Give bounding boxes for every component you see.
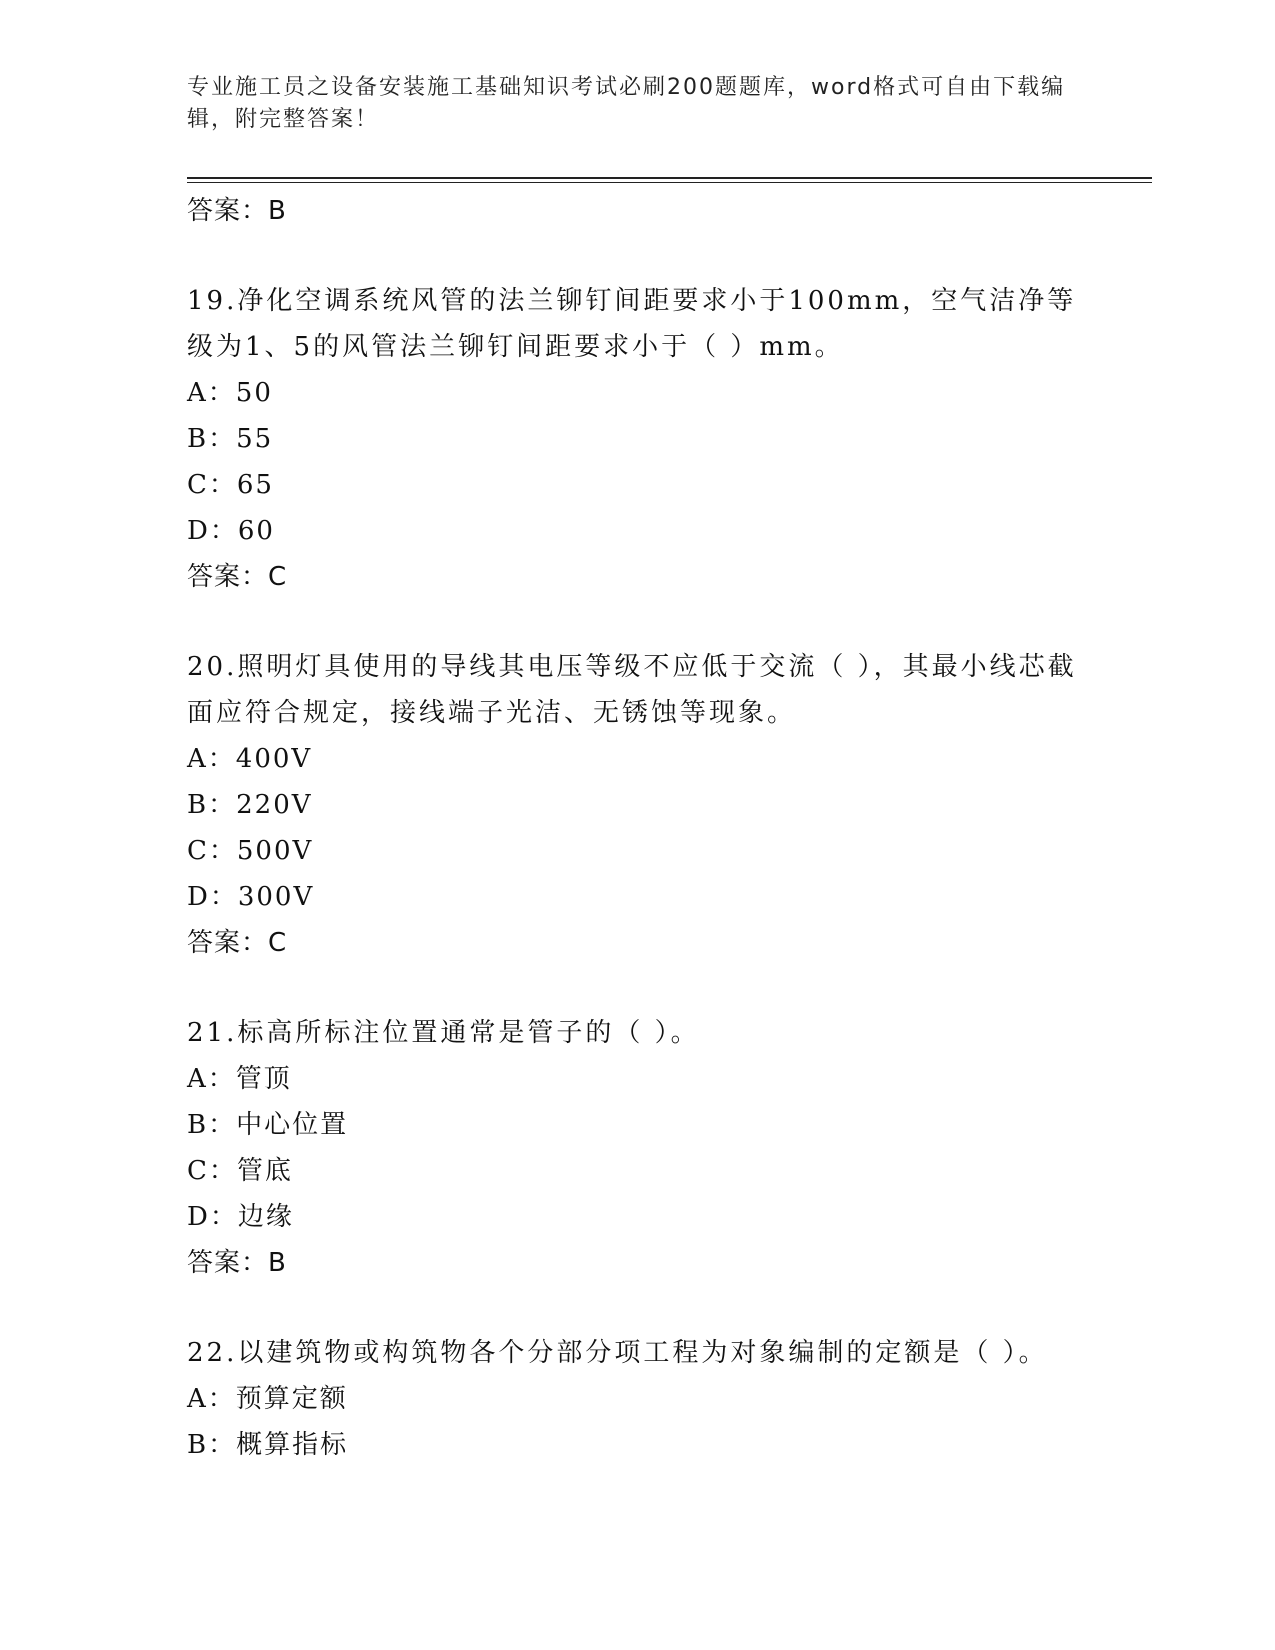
option-c: C：500V — [187, 836, 314, 866]
header-divider-thick — [187, 177, 1152, 179]
option-d: D：300V — [187, 882, 315, 912]
option-a: A：400V — [187, 744, 313, 774]
option-b: B：220V — [187, 790, 313, 820]
option-a: A：预算定额 — [187, 1384, 348, 1414]
header-divider-thin — [187, 182, 1152, 183]
option-b: B：中心位置 — [187, 1110, 349, 1140]
question-answer: 答案：B — [187, 1248, 287, 1278]
option-a: A：50 — [187, 378, 273, 408]
question-answer: 答案：C — [187, 562, 288, 592]
question-stem: 19.净化空调系统风管的法兰铆钉间距要求小于100mm，空气洁净等级为1、5的风管法兰铆钉间距要求小于（ ）mm。 — [187, 286, 1077, 362]
question-stem: 20.照明灯具使用的导线其电压等级不应低于交流（ ），其最小线芯截面应符合规定，接线端子光洁、无锈蚀等现象。 — [187, 652, 1077, 728]
option-a: A：管顶 — [187, 1064, 292, 1094]
option-d: D：60 — [187, 516, 275, 546]
option-b: B：55 — [187, 424, 274, 454]
question-list — [187, 188, 1087, 1468]
question-stem: 21.标高所标注位置通常是管子的（ ）。 — [187, 1018, 700, 1048]
option-d: D：边缘 — [187, 1202, 294, 1232]
question-answer: 答案：C — [187, 928, 288, 958]
previous-answer: 答案：B — [187, 196, 287, 226]
option-c: C：65 — [187, 470, 274, 500]
question-stem: 22.以建筑物或构筑物各个分部分项工程为对象编制的定额是（ ）。 — [187, 1338, 1048, 1368]
option-b: B：概算指标 — [187, 1430, 349, 1460]
option-c: C：管底 — [187, 1156, 293, 1186]
document-header: 专业施工员之设备安装施工基础知识考试必刷200题题库，word格式可自由下载编辑，附完整答案！ — [187, 75, 1066, 132]
